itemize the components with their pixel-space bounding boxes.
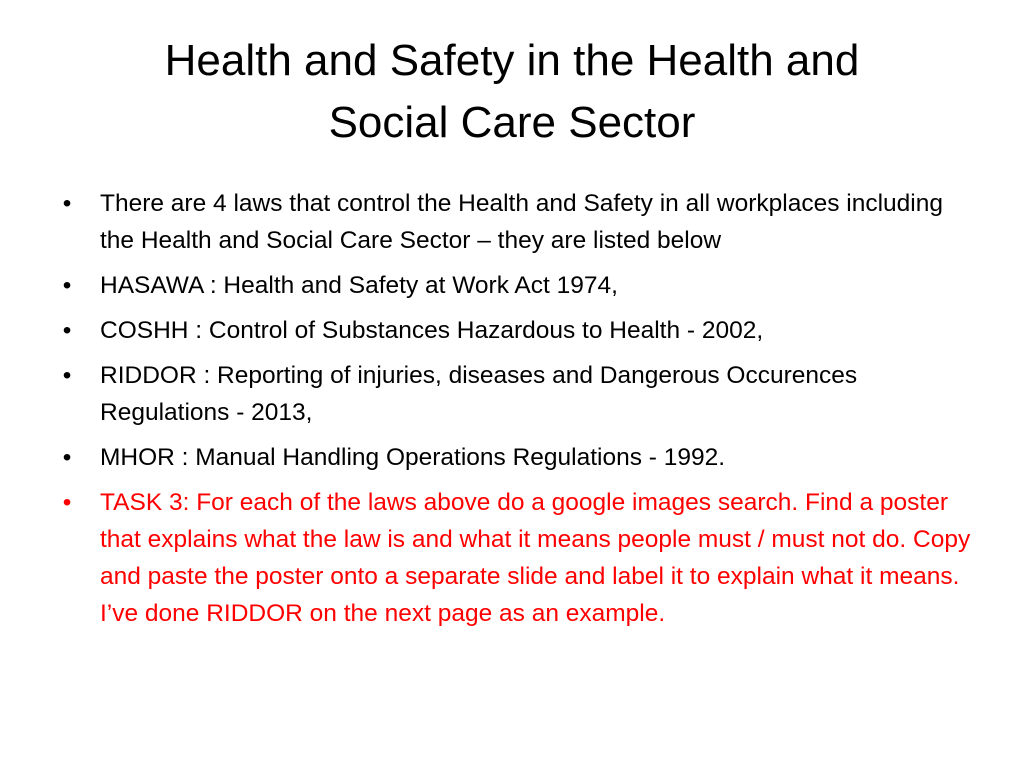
bullet-text: There are 4 laws that control the Health and Safety in all workplaces including the Health and Social Care Sector – they are listed below [100, 190, 943, 254]
bullet-icon: • [62, 489, 72, 516]
bullet-icon: • [62, 190, 72, 217]
slide-title-line-1: Health and Safety in the Health and [164, 36, 860, 85]
bullet-text: HASAWA : Health and Safety at Work Act 1974, [100, 272, 618, 299]
bullet-icon: • [62, 317, 72, 344]
bullet-icon: • [62, 362, 72, 389]
slide-title-line-2: Social Care Sector [328, 98, 696, 147]
bullet-item-task-3 [55, 484, 975, 632]
bullet-text: MHOR : Manual Handling Operations Regulations - 1992. [100, 444, 726, 471]
bullet-text: COSHH : Control of Substances Hazardous to Health - 2002, [100, 317, 764, 344]
bullet-item-mhor [55, 439, 975, 476]
bullet-item-riddor [55, 357, 975, 431]
task-text: TASK 3: For each of the laws above do a google images search. Find a poster that explains what the law is and what it means people must / must not do. Copy and paste the poster onto a separate slide and label it to explain what it means. I’ve done RIDDOR on the next page as an example. [100, 489, 971, 627]
bullet-text: RIDDOR : Reporting of injuries, diseases and Dangerous Occurences Regulations - 2013, [100, 362, 858, 426]
bullet-icon: • [62, 272, 72, 299]
bullet-item-hasawa [55, 267, 975, 304]
bullet-item-intro [55, 185, 975, 259]
slide-title [60, 30, 964, 154]
bullet-list [55, 185, 975, 640]
bullet-item-coshh [55, 312, 975, 349]
bullet-icon: • [62, 444, 72, 471]
